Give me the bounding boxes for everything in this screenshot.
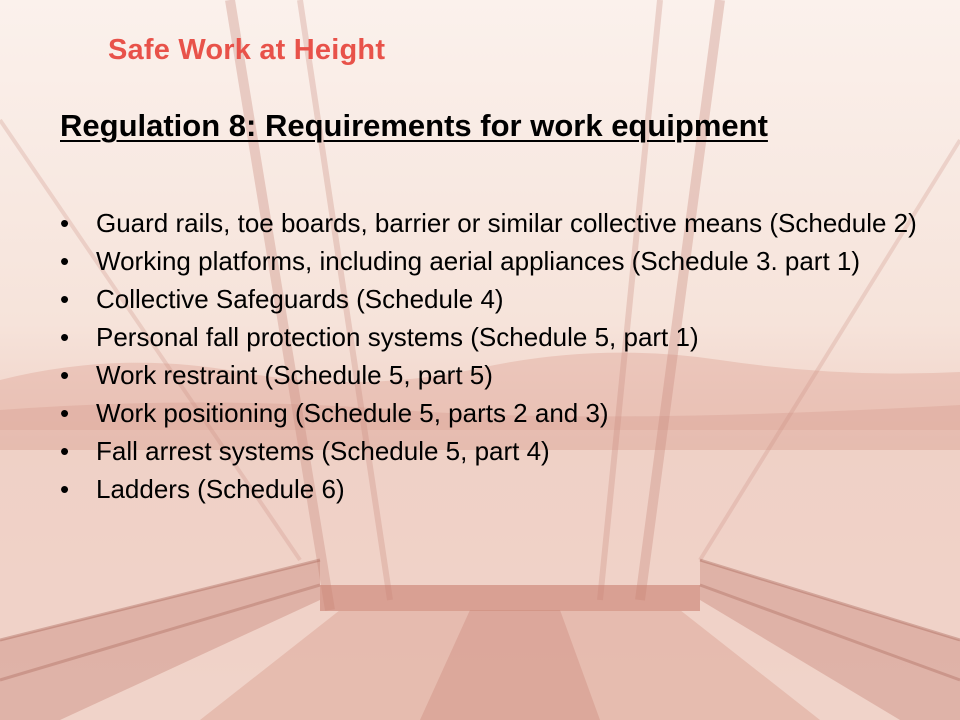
list-item-text: Guard rails, toe boards, barrier or similar collective means (Schedule 2): [96, 208, 917, 238]
list-item-text: Working platforms, including aerial appliances (Schedule 3. part 1): [96, 246, 861, 276]
bullet-marker: •: [60, 208, 70, 238]
list-item: [60, 322, 930, 352]
list-item-text: Personal fall protection systems (Schedule 5, part 1): [96, 322, 699, 352]
list-item: [60, 360, 930, 390]
bullet-marker: •: [60, 398, 70, 428]
list-item: [60, 436, 930, 466]
list-item: [60, 246, 930, 276]
list-item-text: Work positioning (Schedule 5, parts 2 and 3): [96, 398, 609, 428]
list-item: [60, 398, 930, 428]
list-item-text: Work restraint (Schedule 5, part 5): [96, 360, 493, 390]
list-item-text: Ladders (Schedule 6): [96, 474, 345, 504]
brand-logo-text: Safe Work at Height: [108, 34, 386, 66]
bullet-marker: •: [60, 284, 70, 314]
list-item: [60, 208, 930, 238]
bullet-marker: •: [60, 436, 70, 466]
bullet-list: [60, 208, 930, 512]
bullet-marker: •: [60, 246, 70, 276]
list-item: [60, 474, 930, 504]
list-item-text: Collective Safeguards (Schedule 4): [96, 284, 504, 314]
bullet-marker: •: [60, 474, 70, 504]
bullet-marker: •: [60, 322, 70, 352]
list-item: [60, 284, 930, 314]
slide-title: Regulation 8: Requirements for work equipment: [60, 108, 768, 143]
list-item-text: Fall arrest systems (Schedule 5, part 4): [96, 436, 550, 466]
bullet-marker: •: [60, 360, 70, 390]
